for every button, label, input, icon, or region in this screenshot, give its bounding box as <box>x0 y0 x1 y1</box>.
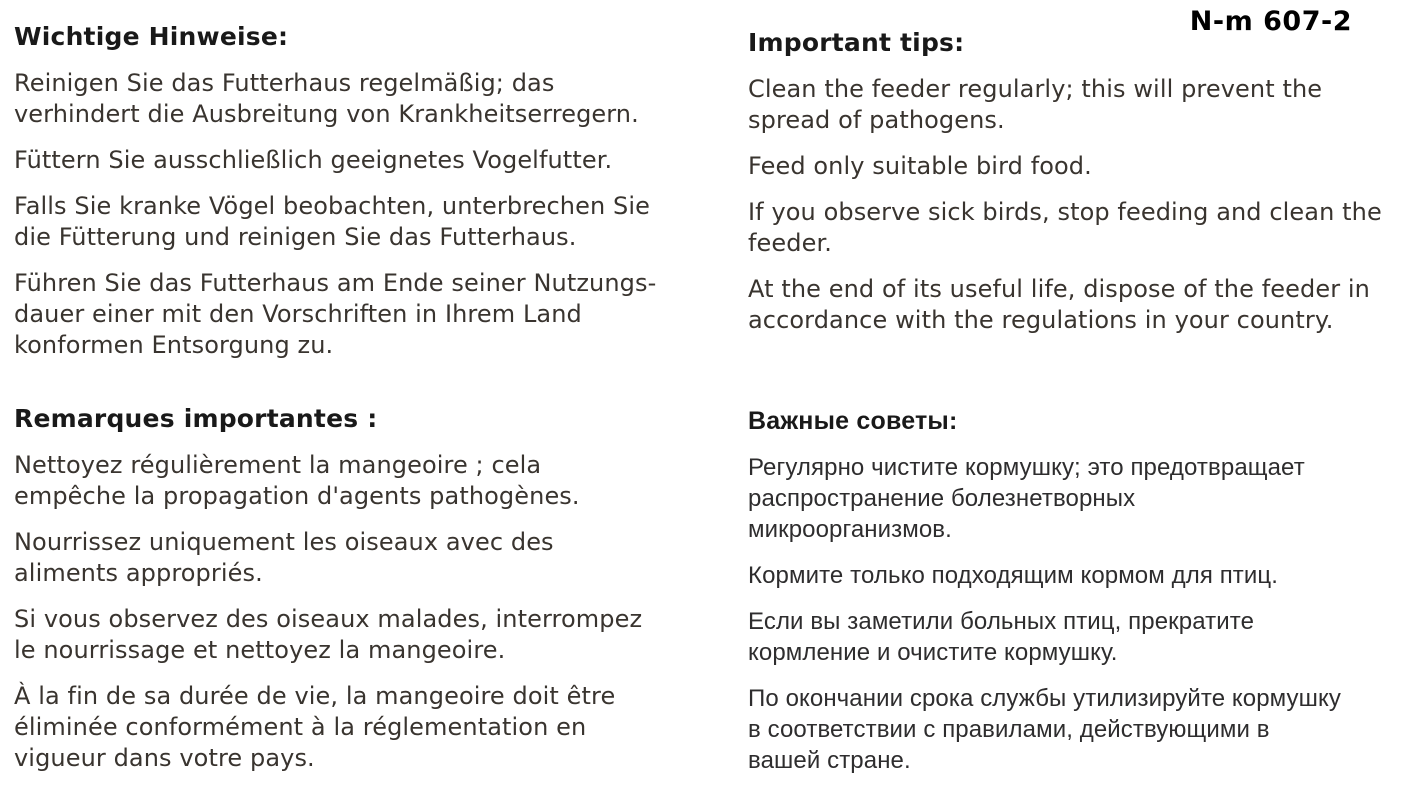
section-russian-tips <box>748 406 1405 789</box>
section-french-tips <box>14 404 714 789</box>
tip-paragraph: At the end of its useful life, dispose of the feeder in accordance with the regulations in your country. <box>748 275 1370 334</box>
tip-paragraph: Если вы заметили больных птиц, прекратите кормление и очистите кормушку. <box>748 608 1255 666</box>
tip-paragraph: Nourrissez uniquement les oiseaux avec des aliments appropriés. <box>14 528 554 587</box>
tip-paragraph: Feed only suitable bird food. <box>748 152 1092 180</box>
heading-french: Remarques importantes : <box>14 404 378 433</box>
tip-paragraph: Clean the feeder regularly; this will prevent the spread of pathogens. <box>748 75 1323 134</box>
tip-paragraph: Si vous observez des oiseaux malades, interrompez le nourrissage et nettoyez la mangeoire. <box>14 605 643 664</box>
section-german-tips <box>14 22 704 376</box>
tip-paragraph: По окончании срока службы утилизируйте кормушку в соответствии с правилами, действующими в вашей стране. <box>748 685 1341 774</box>
tip-paragraph: Регулярно чистите кормушку; это предотвращает распространение болезнетворных микроорганизмов. <box>748 454 1305 543</box>
tip-paragraph: Reinigen Sie das Futterhaus regelmäßig; das verhindert die Ausbreitung von Krankheitserregern. <box>14 69 639 128</box>
heading-german: Wichtige Hinweise: <box>14 22 289 51</box>
tip-paragraph: If you observe sick birds, stop feeding and clean the feeder. <box>748 198 1382 257</box>
tip-paragraph: Führen Sie das Futterhaus am Ende seiner Nutzungs- dauer einer mit den Vorschriften in Ihrem Land konformen Entsorgung zu. <box>14 269 657 359</box>
tip-paragraph: Nettoyez régulièrement la mangeoire ; cela empêche la propagation d'agents pathogènes. <box>14 451 580 510</box>
tip-paragraph: À la fin de sa durée de vie, la mangeoire doit être éliminée conformément à la réglementation en vigueur dans votre pays. <box>14 682 616 772</box>
tip-paragraph: Falls Sie kranke Vögel beobachten, unterbrechen Sie die Fütterung und reinigen Sie das Futterhaus. <box>14 192 650 251</box>
model-number: N-m 607-2 <box>1189 6 1352 37</box>
heading-russian: Важные советы: <box>748 407 958 435</box>
heading-english: Important tips: <box>748 28 965 57</box>
section-english-tips <box>748 28 1405 351</box>
tip-paragraph: Кормите только подходящим кормом для птиц. <box>748 562 1279 589</box>
tip-paragraph: Füttern Sie ausschließlich geeignetes Vogelfutter. <box>14 146 613 174</box>
